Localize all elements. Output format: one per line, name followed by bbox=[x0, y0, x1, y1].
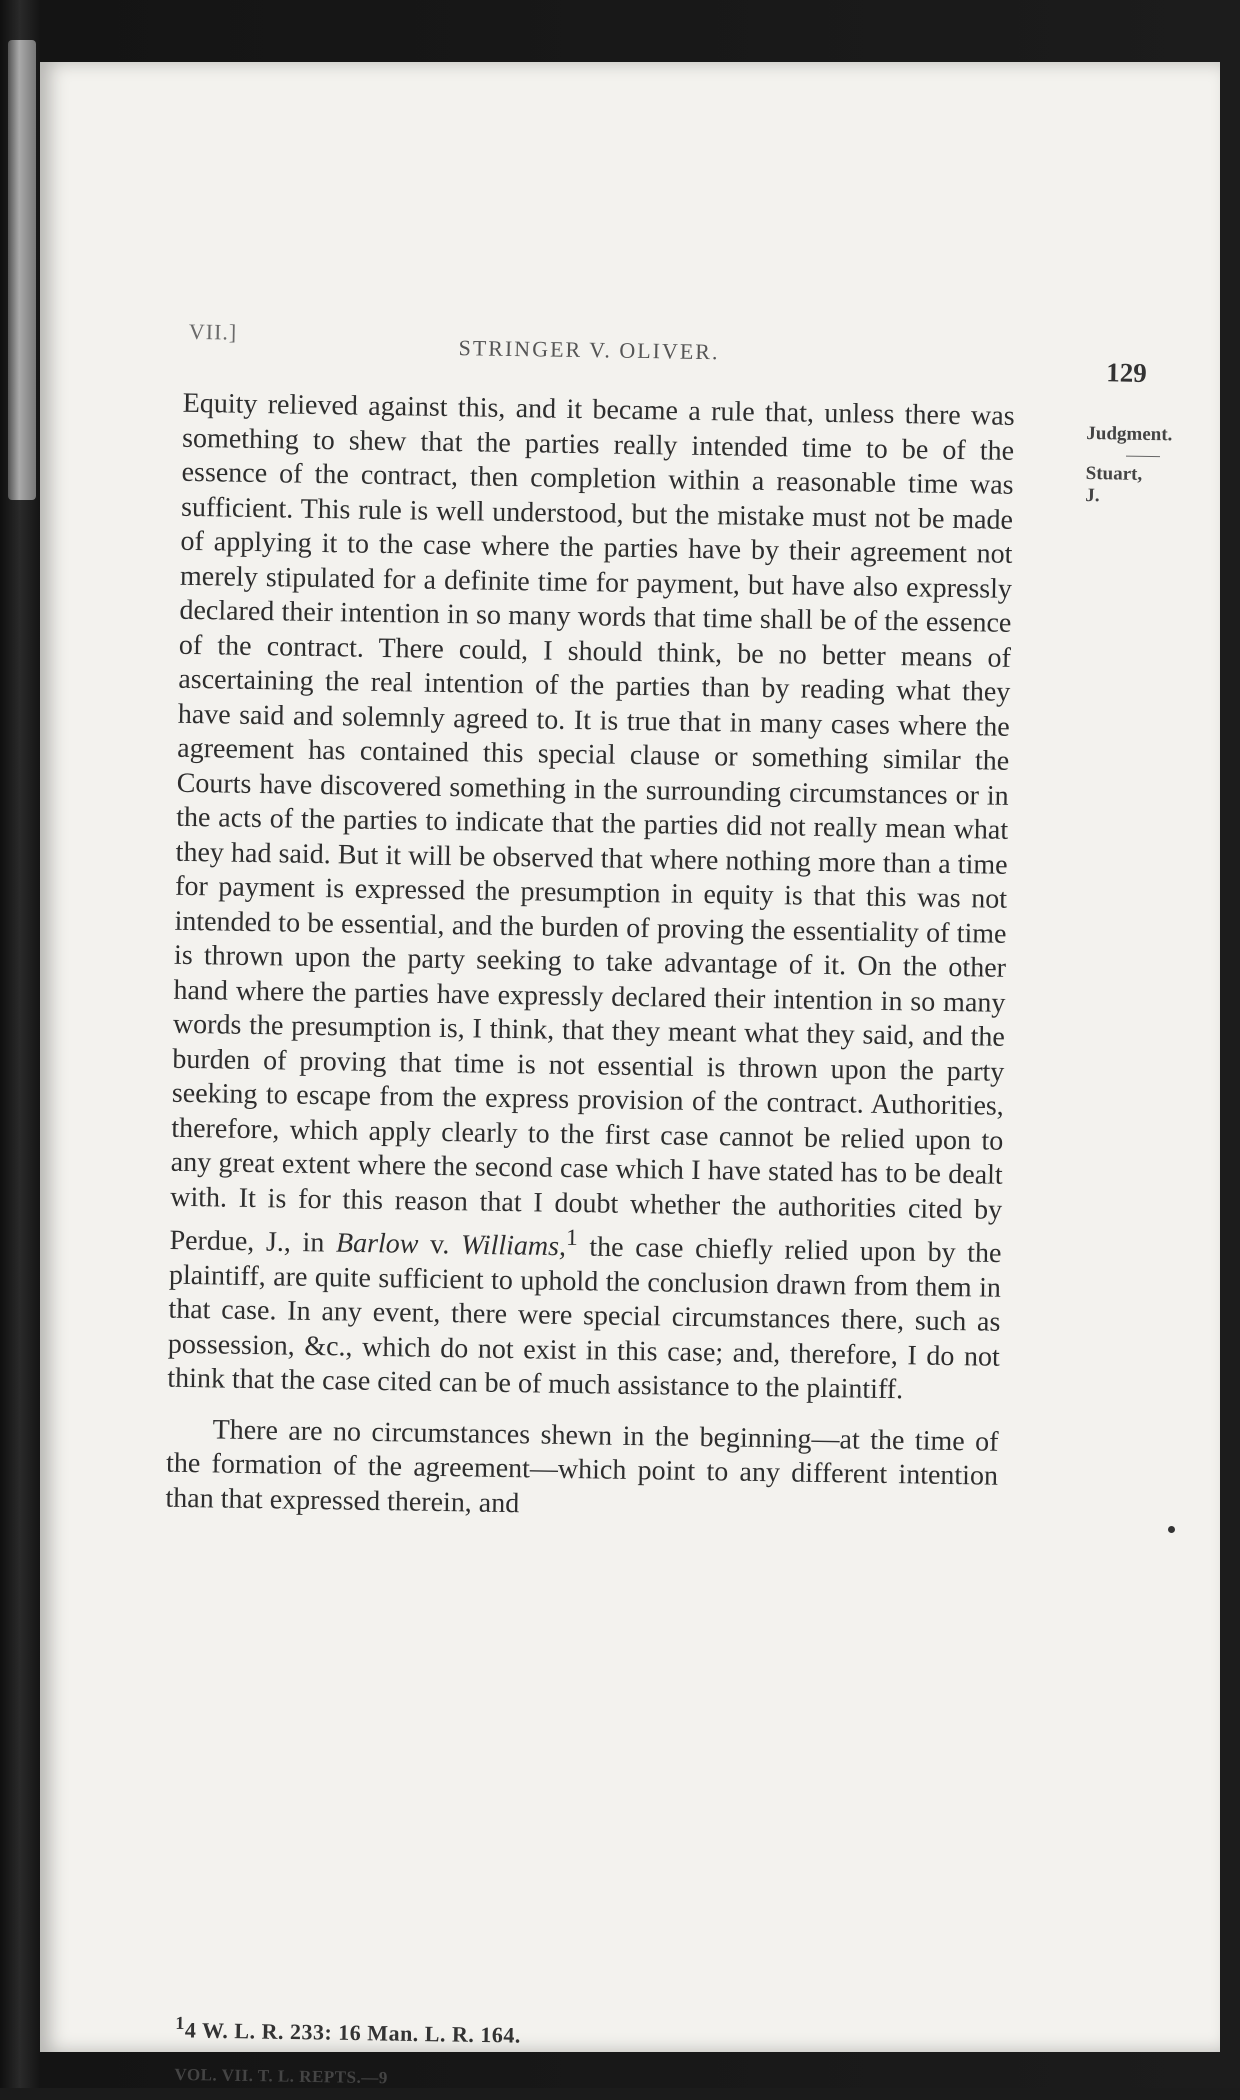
chapter-marker: VII.] bbox=[188, 318, 238, 345]
margin-note-rule bbox=[1126, 456, 1160, 458]
versus: v. bbox=[418, 1228, 462, 1261]
page-number: 129 bbox=[1106, 357, 1148, 388]
running-header bbox=[131, 258, 1148, 388]
footnote-reference: 1 bbox=[565, 1224, 579, 1252]
printer-signature: VOL. VII. T. L. REPTS.—9 bbox=[174, 2064, 388, 2088]
book-page bbox=[40, 62, 1220, 2088]
book-spine-edge bbox=[8, 40, 36, 500]
margin-note-judgment: Judgment. bbox=[1086, 422, 1173, 446]
paragraph-1 bbox=[167, 387, 1015, 1410]
paragraph-2: There are no circumstances shewn in the beginning—at the time of the formation of the agreement—which point to any different intention than that expressed therein, and bbox=[165, 1414, 999, 1520]
paragraph-1-continuation: the case chiefly relied upon by the plaintiff, are quite sufficient to uphold the conclusion drawn from them in that case. In any event, there were special circumstances there, such as possession, &c., which do not exist in this case; and, therefore, I do not think that the case cited can be of much assistance to the plaintiff. bbox=[167, 1231, 1002, 1406]
margin-note-judge: Stuart, J. bbox=[1085, 462, 1143, 507]
case-name-williams: Williams, bbox=[460, 1229, 567, 1263]
body-text bbox=[165, 387, 1015, 1529]
footnote-marker: 1 bbox=[175, 2012, 186, 2034]
running-title: STRINGER V. OLIVER. bbox=[458, 335, 720, 365]
footnote bbox=[175, 2013, 521, 2049]
footnote-text: 4 W. L. R. 233: 16 Man. L. R. 164. bbox=[184, 2017, 522, 2048]
ink-speck bbox=[1168, 1526, 1175, 1533]
paragraph-1-text: Equity relieved against this, and it became a rule that, unless there was something to shew that the parties really intended time to be of the essence of the contract, then completion within a reasonable time was sufficient. This rule is well understood, but the mistake must not be made of applying it to the case where the parties have by their agreement not merely stipulated for a definite time for payment, but have also expressly declared their intention in so many words that time shall be of the essence of the contract. There could, I should think, be no better means of ascertaining the real intention of the parties than by reading what they have said and solemnly agreed to. It is true that in many cases where the agreement has contained this special clause or something similar the Courts have discovered something in the surrounding circumstances or in the acts of the parties to indicate that the parties did not really mean what they had said. But it will be observed that where nothing more than a time for payment is expressed the presumption in equity is that this was not intended to be essential, and the burden of proving the essentiality of time is thrown upon the party seeking to take advantage of it. On the other hand where the parties have expressly declared their intention in so many words the presumption is, I think, that they meant what they said, and the burden of proving that time is not essential is thrown upon the party seeking to escape from the express provision of the contract. Authorities, therefore, which apply clearly to the first case cannot be relied upon to any great extent where the second case which I have stated has to be dealt with. It is for this reason that I doubt whether the authorities cited by Perdue, J., in bbox=[169, 387, 1015, 1259]
page-content bbox=[131, 258, 1173, 2088]
case-name-barlow: Barlow bbox=[335, 1227, 419, 1260]
